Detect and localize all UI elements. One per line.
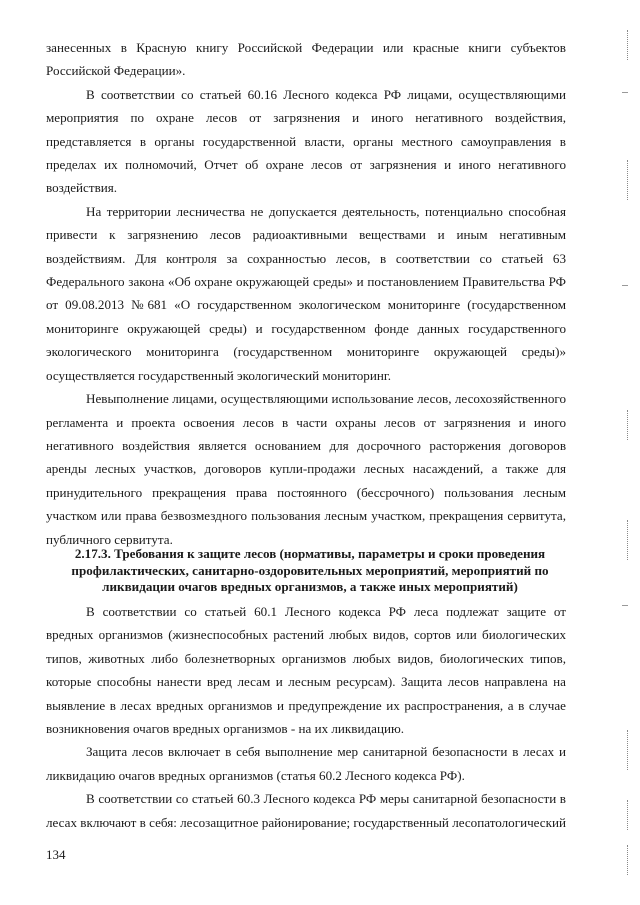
scan-edge-mark (626, 410, 628, 440)
paragraph-1: занесенных в Красную книгу Российской Федерации или красные книги субъектов Российской Федерации». (46, 40, 566, 79)
scan-edge-mark (622, 605, 628, 606)
scan-edge-mark (626, 30, 628, 60)
scan-edge-mark (626, 520, 628, 560)
scan-edge-mark (626, 845, 628, 875)
paragraph-2: В соответствии со статьей 60.16 Лесного кодекса РФ лицами, осуществляющими мероприятия по охране лесов от загрязнения и иного негативного воздействия, представляется в органы государственной власти, органы местного самоуправления в пределах их полномочий, Отчет об охране лесов от загрязнения и иного негативного воздействия. (46, 86, 566, 196)
scan-edge-mark (626, 730, 628, 770)
scan-edge-mark (626, 160, 628, 200)
scan-edge-mark (626, 800, 628, 830)
paragraph-7: В соответствии со статьей 60.3 Лесного кодекса РФ меры санитарной безопасности в лесах включают в себя: лесозащитное районирование; государственный лесопатологический (46, 791, 566, 830)
body-text-top (46, 36, 566, 551)
paragraph-3: На территории лесничества не допускается деятельность, потенциально способная привести к загрязнению лесов радиоактивными веществами и иным негативным воздействиям. Для контроля за сохранностью лесов, в соответствии со статьей 63 Федерального закона «Об охране окружающей среды» и постановлением Правительства РФ от 09.08.2013 №681 «О государственном экологическом мониторинге (государственном мониторинге окружающей среды) и государственном фонде данных государственного экологического мониторинга (государственном мониторинге окружающей среды)» осуществляется государственный экологический мониторинг. (46, 203, 566, 383)
paragraph-4: Невыполнение лицами, осуществляющими использование лесов, лесохозяйственного регламента и проекта освоения лесов в части охраны лесов от загрязнения и иного негативного воздействия является основанием для досрочного расторжения договоров аренды лесных участков, договоров купли-продажи лесных насаждений, а также для принудительного прекращения права постоянного (бессрочного) пользования лесным участком или права безвозмездного пользования лесным участком, прекращения сервитута, публичного сервитута. (46, 391, 566, 547)
body-text-bottom (46, 600, 566, 834)
page-number: 134 (46, 847, 66, 862)
paragraph-6: Защита лесов включает в себя выполнение мер санитарной безопасности в лесах и ликвидацию очагов вредных организмов (статья 60.2 Лесного кодекса РФ). (46, 744, 566, 783)
section-heading: 2.17.3. Требования к защите лесов (нормативы, параметры и сроки проведения профилактических, санитарно-оздоровительных мероприятий, мероприятий по ликвидации очагов вредных организмов, а также иных мероприятий) (71, 546, 549, 594)
paragraph-5: В соответствии со статьей 60.1 Лесного кодекса РФ леса подлежат защите от вредных организмов (жизнеспособных растений любых видов, сортов или биологических типов, животных либо болезнетворных организмов любых видов, биологических типов, которые способны нанести вред лесам и лесным ресурсам). Защита лесов направлена на выявление в лесах вредных организмов и предупреждение их распространения, а в случае возникновения очагов вредных организмов - на их ликвидацию. (46, 604, 566, 737)
scan-edge-mark (622, 285, 628, 286)
scan-edge-mark (622, 92, 628, 93)
